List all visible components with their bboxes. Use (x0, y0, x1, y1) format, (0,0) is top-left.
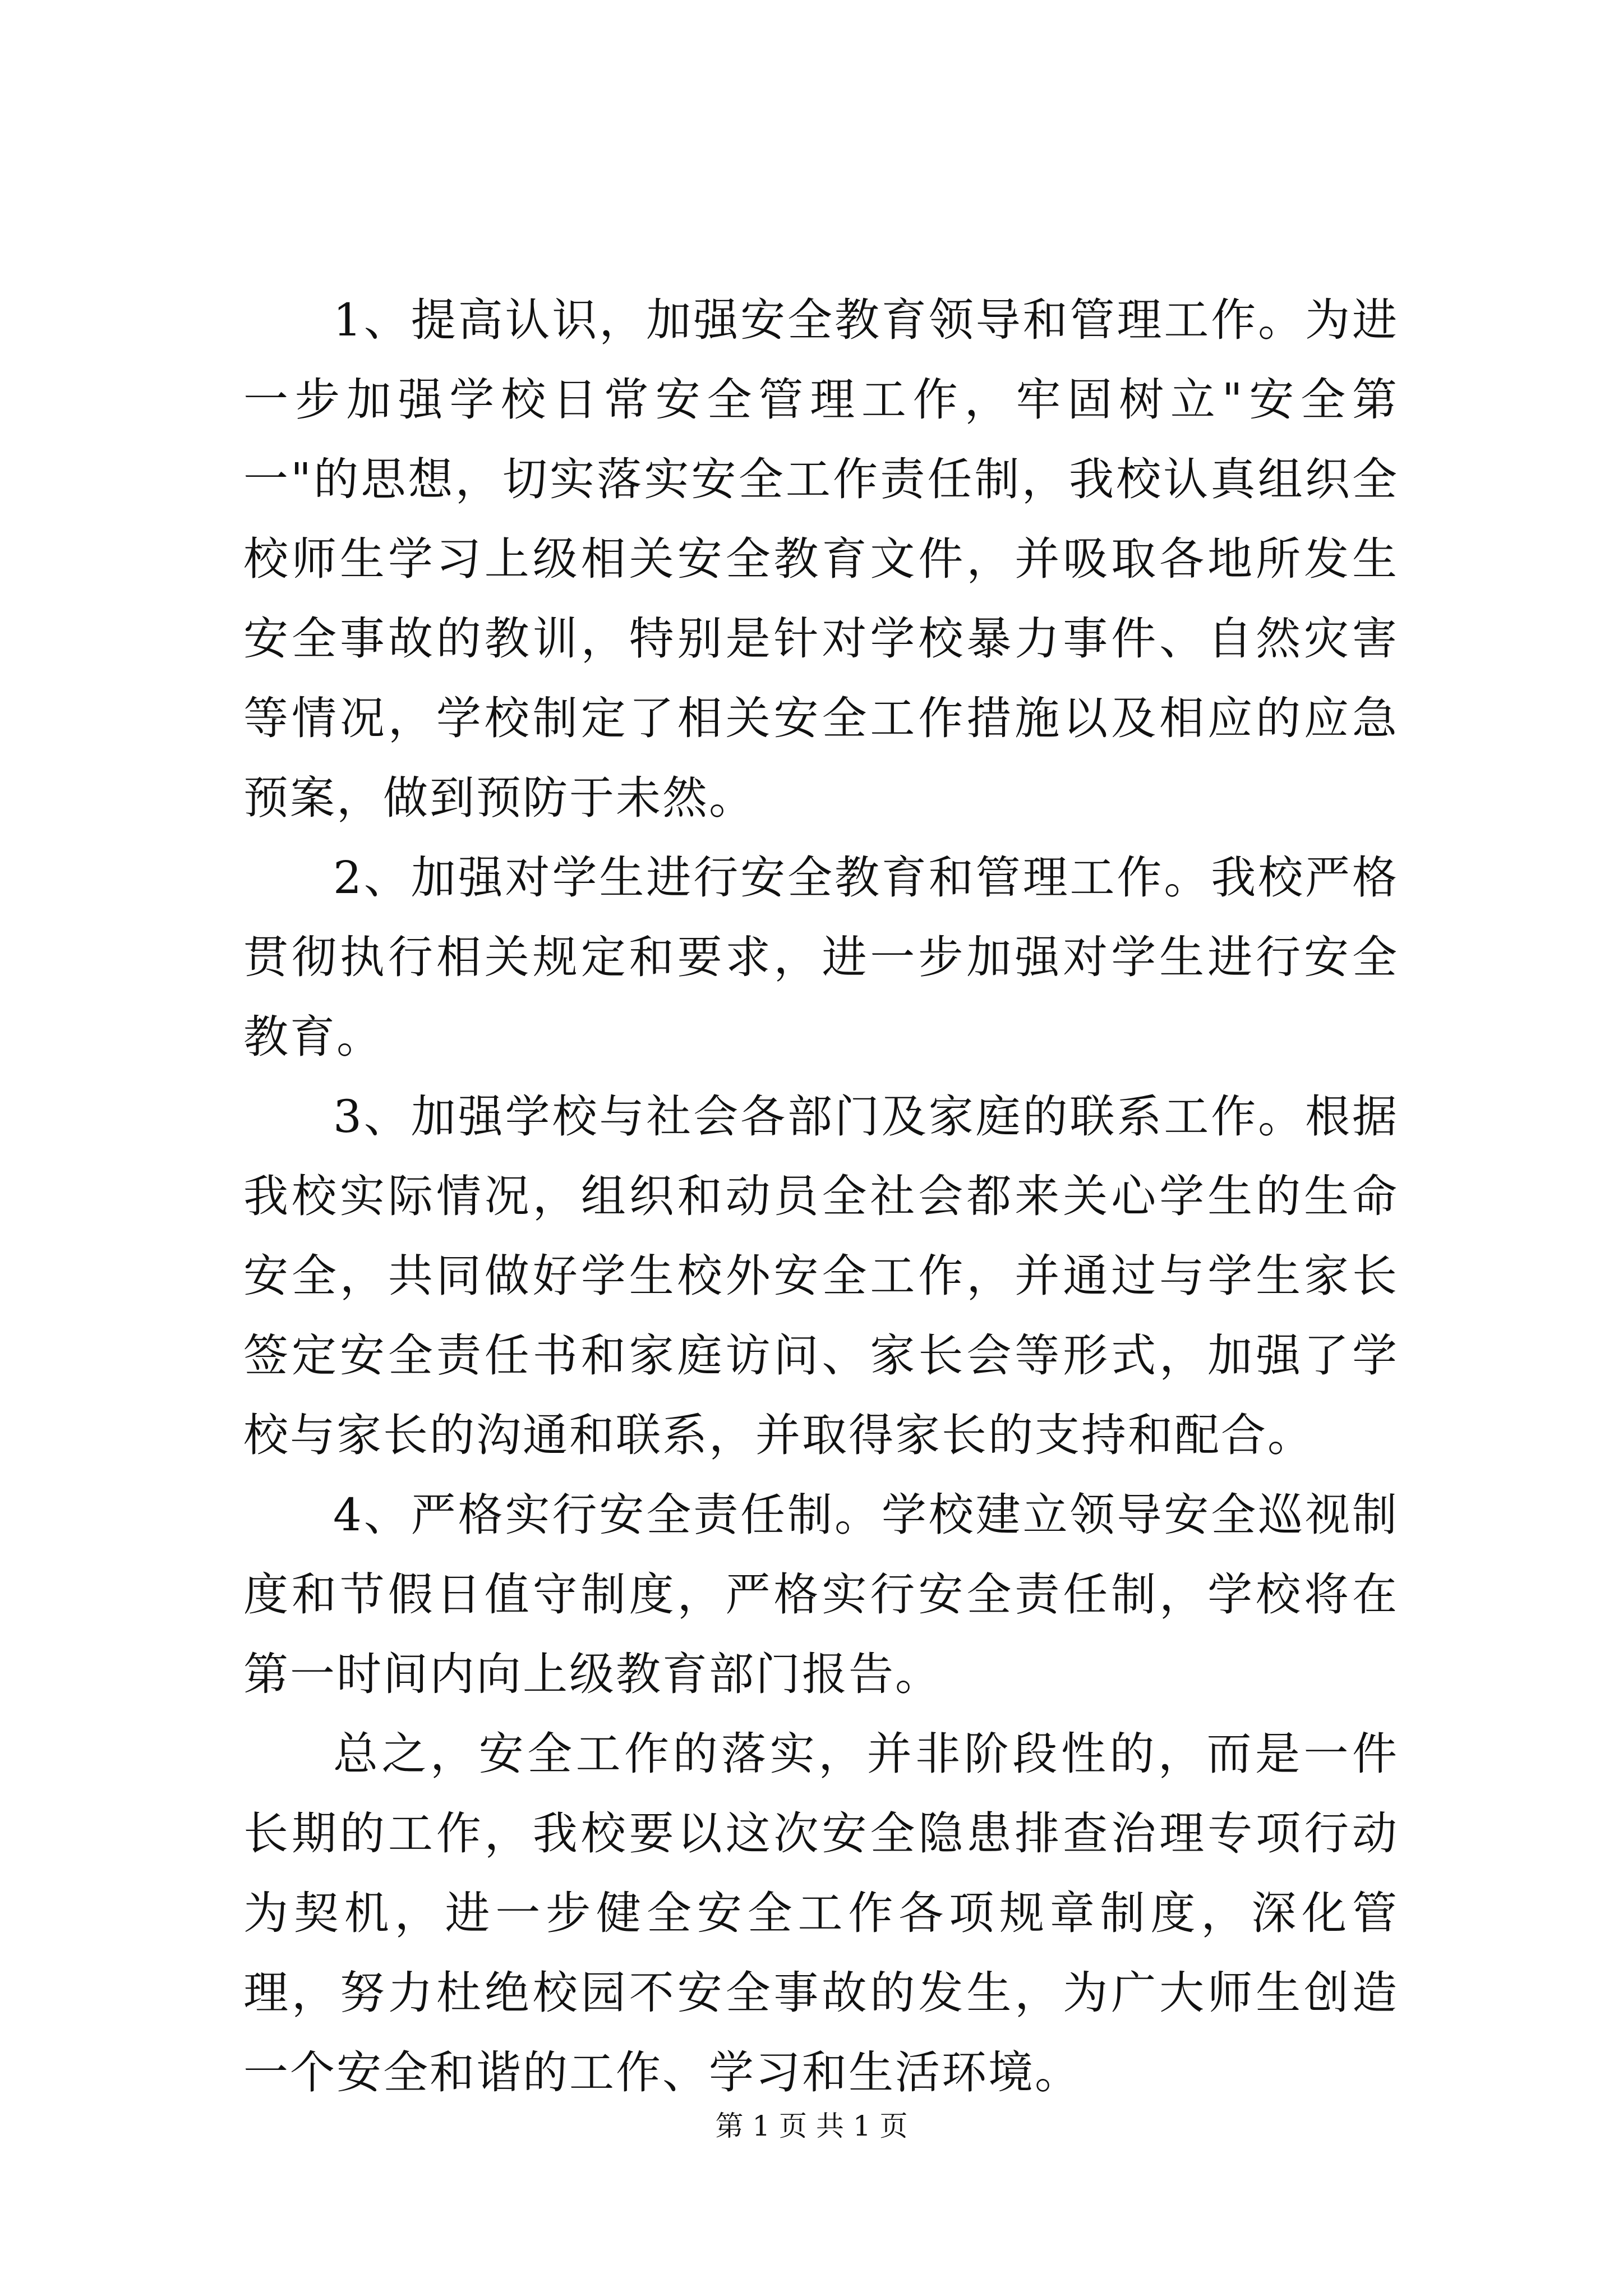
paragraph-1: 1、提高认识，加强安全教育领导和管理工作。为进一步加强学校日常安全管理工作，牢固树立"安全第一"的思想，切实落实安全工作责任制，我校认真组织全校师生学习上级相关安全教育文件，并吸取各地所发生安全事故的教训，特别是针对学校暴力事件、自然灾害等情况，学校制定了相关安全工作措施以及相应的应急预案，做到预防于未然。 (243, 294, 1399, 824)
paragraph-2: 2、加强对学生进行安全教育和管理工作。我校严格贯彻执行相关规定和要求，进一步加强对学生进行安全教育。 (243, 852, 1399, 1063)
paragraph-5: 总之，安全工作的落实，并非阶段性的，而是一件长期的工作，我校要以这次安全隐患排查治理专项行动为契机，进一步健全安全工作各项规章制度，深化管理，努力杜绝校园不安全事故的发生，为广大师生创造一个安全和谐的工作、学习和生活环境。 (243, 1728, 1399, 2099)
paragraph-3: 3、加强学校与社会各部门及家庭的联系工作。根据我校实际情况，组织和动员全社会都来关心学生的生命安全，共同做好学生校外安全工作，并通过与学生家长签定安全责任书和家庭访问、家长会等形式，加强了学校与家长的沟通和联系，并取得家长的支持和配合。 (243, 1091, 1399, 1461)
document-body (243, 280, 1399, 2113)
paragraph-4: 4、严格实行安全责任制。学校建立领导安全巡视制度和节假日值守制度，严格实行安全责任制，学校将在第一时间内向上级教育部门报告。 (243, 1489, 1399, 1700)
page-footer: 第 1 页 共 1 页 (715, 2110, 908, 2142)
